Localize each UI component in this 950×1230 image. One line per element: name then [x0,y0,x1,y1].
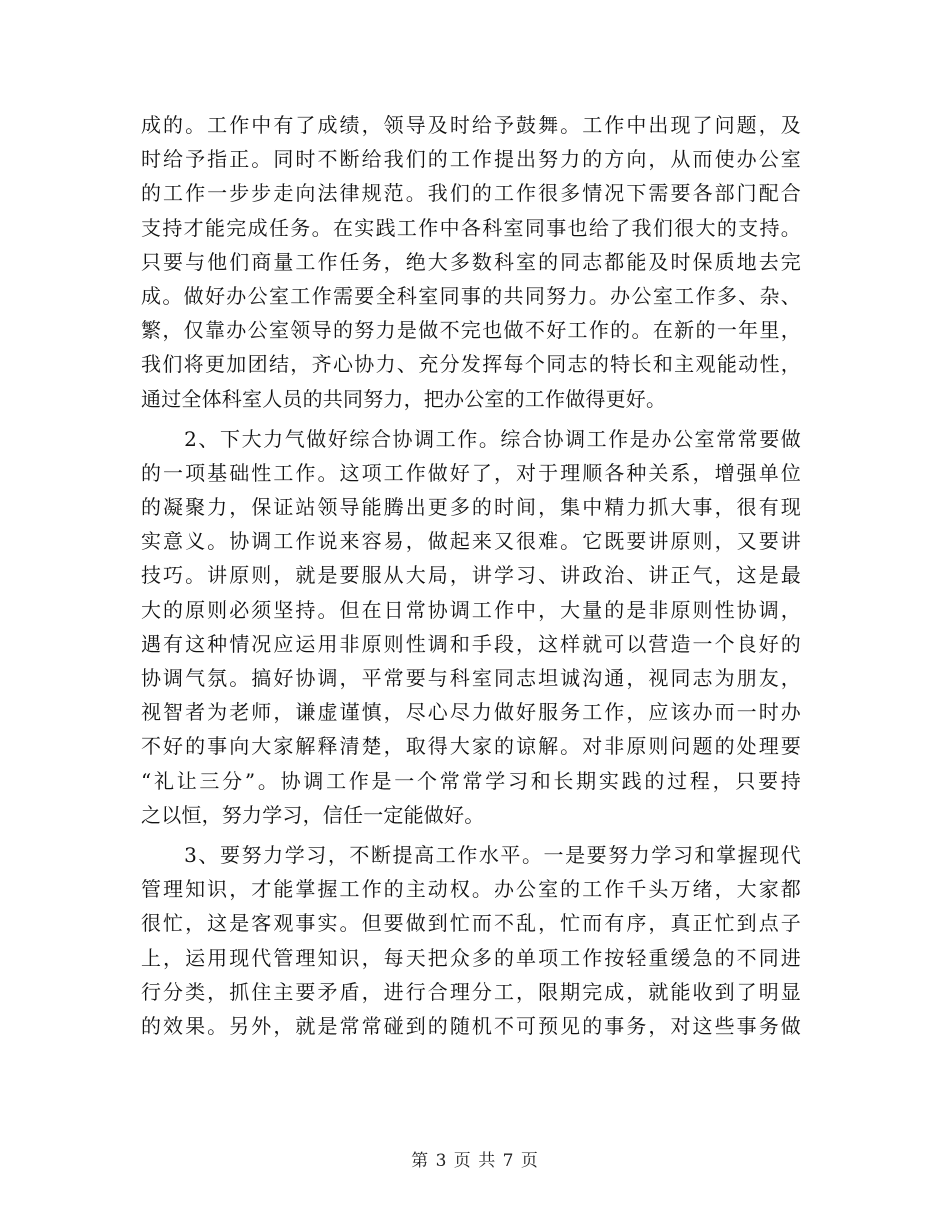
paragraph [141,108,801,416]
body-text [141,108,801,1043]
text-line: 的凝聚力，保证站领导能腾出更多的时间，集中精力抓大事，很有现 [141,495,801,520]
text-line: 大的原则必须坚持。但在日常协调工作中，大量的是非原则性协调， [141,597,801,622]
text-line: 管理知识，才能掌握工作的主动权。办公室的工作千头万绪，大家都 [141,877,801,902]
text-line: 遇有这种情况应运用非原则性调和手段，这样就可以营造一个良好的 [141,631,801,656]
text-line: 通过全体科室人员的共同努力，把办公室的工作做得更好。 [141,386,667,411]
text-line: 技巧。讲原则，就是要服从大局，讲学习、讲政治、讲正气，这是最 [141,563,801,588]
text-line: 3、要努力学习，不断提高工作水平。一是要努力学习和掌握现代 [141,842,801,867]
text-line: 的效果。另外，就是常常碰到的随机不可预见的事务，对这些事务做 [141,1013,801,1038]
text-line: “礼让三分”。协调工作是一个常常学习和长期实践的过程，只要持 [141,768,801,793]
text-line: 的一项基础性工作。这项工作做好了，对于理顺各种关系，增强单位 [141,460,801,485]
page-footer: 第 3 页 共 7 页 [411,1151,539,1171]
paragraph [141,838,801,1043]
text-line: 很忙，这是客观事实。但要做到忙而不乱，忙而有序，真正忙到点子 [141,911,801,936]
text-line: 繁，仅靠办公室领导的努力是做不完也做不好工作的。在新的一年里， [141,318,801,343]
text-line: 我们将更加团结，齐心协力、充分发挥每个同志的特长和主观能动性， [141,352,801,377]
text-line: 只要与他们商量工作任务，绝大多数科室的同志都能及时保质地去完 [141,249,801,274]
text-line: 不好的事向大家解释清楚，取得大家的谅解。对非原则问题的处理要 [141,734,801,759]
text-line: 行分类，抓住主要矛盾，进行合理分工，限期完成，就能收到了明显 [141,979,801,1004]
text-line: 支持才能完成任务。在实践工作中各科室同事也给了我们很大的支持。 [141,215,801,240]
text-line: 上，运用现代管理知识，每天把众多的单项工作按轻重缓急的不同进 [141,945,801,970]
text-line: 时给予指正。同时不断给我们的工作提出努力的方向，从而使办公室 [141,147,801,172]
text-line: 成。做好办公室工作需要全科室同事的共同努力。办公室工作多、杂、 [141,283,801,308]
paragraph [141,422,801,832]
text-line: 视智者为老师，谦虚谨慎，尽心尽力做好服务工作，应该办而一时办 [141,700,801,725]
text-line: 成的。工作中有了成绩，领导及时给予鼓舞。工作中出现了问题，及 [141,113,801,137]
text-line: 2、下大力气做好综合协调工作。综合协调工作是办公室常常要做 [141,426,801,451]
text-line: 实意义。协调工作说来容易，做起来又很难。它既要讲原则，又要讲 [141,529,801,554]
text-line: 协调气氛。搞好协调，平常要与科室同志坦诚沟通，视同志为朋友， [141,666,801,690]
text-line: 之以恒，努力学习，信任一定能做好。 [141,802,485,827]
text-line: 的工作一步步走向法律规范。我们的工作很多情况下需要各部门配合 [141,181,801,206]
